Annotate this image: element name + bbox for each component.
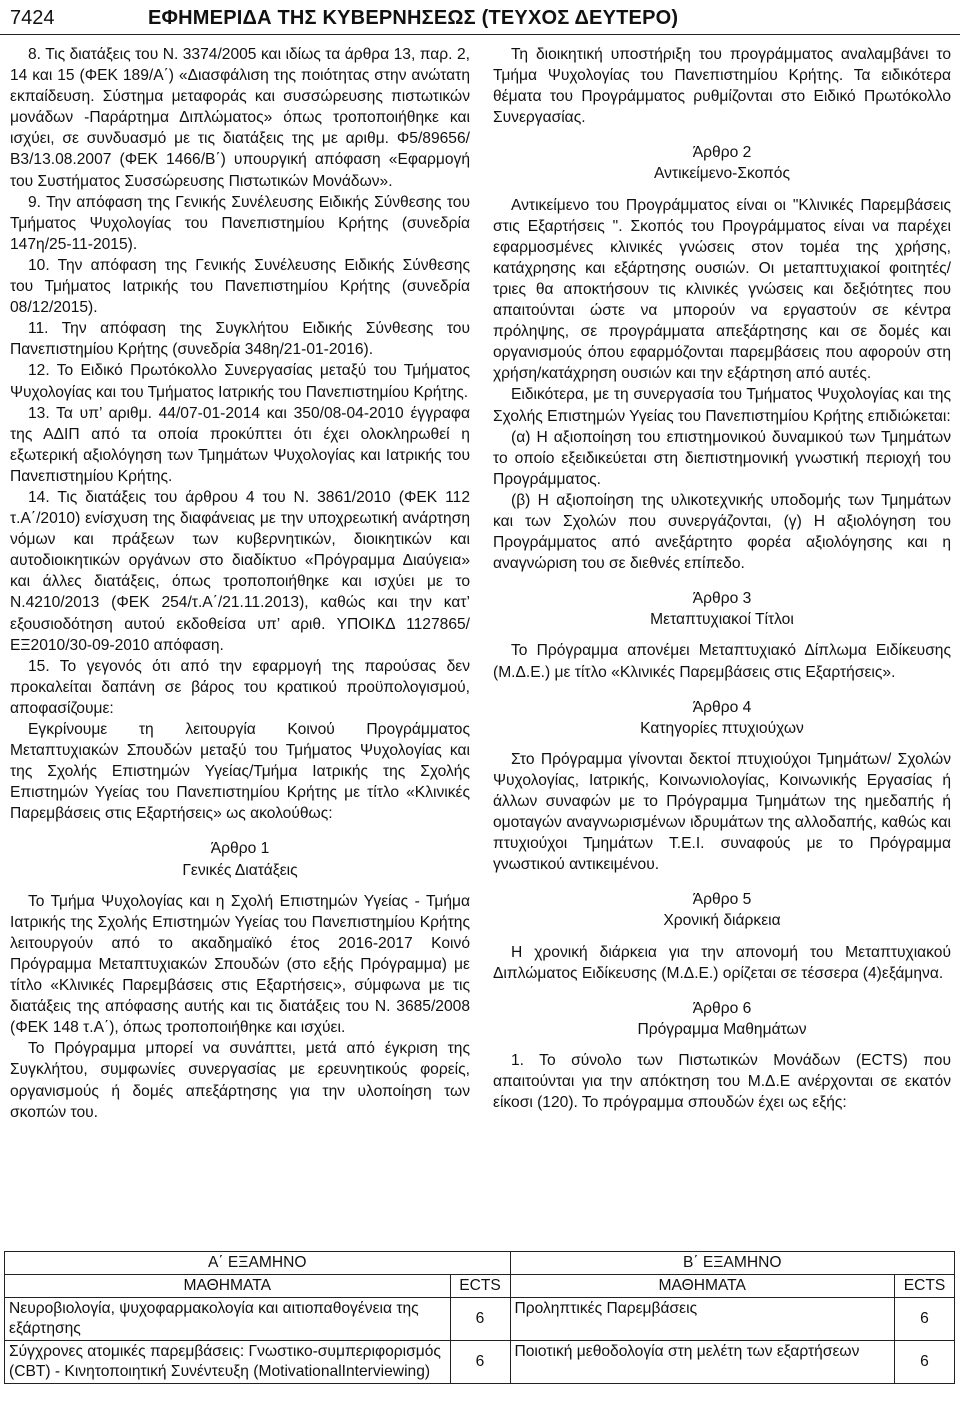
article-2-paragraph-2: Ειδικότερα, με τη συνεργασία του Τμήματος Ψυχολογίας και της Σχολής Επιστημών Υγείας του Πανεπιστημίου Κρήτης επιδιώκεται: — [493, 386, 951, 425]
clause-12: 12. Το Ειδικό Πρωτόκολλο Συνεργασίας μεταξύ του Τμήματος Ψυχολογίας και του Τμήματος Ιατρικής του Πανεπιστημίου Κρήτης. — [10, 362, 470, 401]
semester-a-course: Νευροβιολογία, ψυχοφαρμακολογία και αιτιοπαθογένεια της εξάρτησης — [5, 1298, 451, 1341]
left-column — [10, 44, 470, 1123]
gazette-title: ΕΦΗΜΕΡΙΔΑ ΤΗΣ ΚΥΒΕΡΝΗΣΕΩΣ (ΤΕΥΧΟΣ ΔΕΥΤΕΡΟ) — [148, 6, 679, 29]
semester-b-course: Προληπτικές Παρεμβάσεις — [510, 1298, 894, 1341]
article-1-paragraph-2: Το Πρόγραμμα μπορεί να συνάπτει, μετά από έγκριση της Συγκλήτου, συμφωνίες συνεργασίας με ερευνητικούς φορείς, οργανισμούς ή δομές απεξάρτησης για την υλοποίηση των σκοπών του. — [10, 1040, 470, 1121]
article-6-paragraph-1: 1. Το σύνολο των Πιστωτικών Μονάδων (ECTS) που απαιτούνται για την απόκτηση του Μ.Δ.Ε ανέρχονται σε εκατόν είκοσι (120). Το πρόγραμμα σπουδών έχει ως εξής: — [493, 1051, 951, 1112]
column-header-row — [5, 1275, 955, 1298]
article-4-title: Κατηγορίες πτυχιούχων — [640, 719, 804, 737]
semester-b-courses-header: ΜΑΘΗΜΑΤΑ — [510, 1275, 894, 1298]
page-header — [10, 4, 950, 32]
clause-13: 13. Τα υπ’ αριθμ. 44/07-01-2014 και 350/08-04-2010 έγγραφα της ΑΔΙΠ από τα οποία προκύπτει ότι έχει ολοκληρωθεί η εξωτερική αξιολόγηση των Τμημάτων Ψυχολογίας και Ιατρικής του Πανεπιστημίου Κρήτης. — [10, 404, 470, 485]
article-5-title: Χρονική διάρκεια — [663, 912, 781, 930]
article-4-paragraph-1: Στο Πρόγραμμα γίνονται δεκτοί πτυχιούχοι Τμημάτων/ Σχολών Ψυχολογίας, Ιατρικής, Κοινωνιολογίας, Κοινωνικής Εργασίας ή άλλων συναφών με το Πρόγραμμα Τμημάτων της ημεδαπής ή ομοταγών αναγνωρισμένων ιδρυμάτων της αλλοδαπής, καθώς και πτυχιούχοι Τμημάτων Τ.Ε.Ι. συναφούς με το Πρόγραμμα γνωστικού αντικειμένου. — [493, 750, 951, 874]
article-2-paragraph-1: Αντικείμενο του Προγράμματος είναι οι "Κλινικές Παρεμβάσεις στις Εξαρτήσεις ". Σκοπός του Προγράμματος είναι να παρέχει εφαρμοσμένες κλινικές γνώσεις στον τομέα της χρήσης, κατάχρησης και εξάρτησης ουσιών. Οι μεταπτυχιακοί φοιτητές/τριες θα αποκτήσουν τις κλινικές γνώσεις και δεξιότητες που απαιτούνται ώστε να μπορούν να εργαστούν σε κέντρα πρόληψης, σε προγράμματα απεξάρτησης και σε δομές και οργανισμούς όπου εφαρμόζονται παρεμβάσεις που αφορούν στη χρήση/κατάχρηση ουσιών και την εξάρτηση από αυτές. — [493, 196, 951, 383]
article-3-title: Μεταπτυχιακοί Τίτλοι — [650, 611, 794, 629]
article-5-paragraph-1: Η χρονική διάρκεια για την απονομή του Μεταπτυχιακού Διπλώματος Ειδίκευσης (Μ.Δ.Ε.) ορίζεται σε τέσσερα (4)εξάμηνα. — [493, 943, 951, 982]
semester-a-ects: 6 — [450, 1298, 510, 1341]
clause-8: 8. Τις διατάξεις του Ν. 3374/2005 και ιδίως τα άρθρα 13, παρ. 2, 14 και 15 (ΦΕΚ 189/Α΄) «Διασφάλιση της ποιότητας στην ανώτατη εκπαίδευση. Σύστημα μεταφοράς και συσσώρευσης πιστωτικών μονάδων -Παράρτημα Διπλώματος» όπως τροποποιήθηκε και ισχύει, σε συνδυασμό με τις διατάξεις της με αριθμ. Φ5/89656/Β3/13.08.2007 (ΦΕΚ 1466/Β΄) υπουργική απόφαση «Εφαρμογή του Συστήματος Συσσώρευσης Πιστωτικών Μονάδων». — [10, 46, 470, 190]
semester-a-ects-header: ECTS — [450, 1275, 510, 1298]
semester-a-course: Σύγχρονες ατομικές παρεμβάσεις: Γνωστικο-συμπεριφορισμός (CBT) - Κινητοποιητική Συνέντευξη (MotivationalInterviewing) — [5, 1341, 451, 1384]
article-3-paragraph-1: Το Πρόγραμμα απονέμει Μεταπτυχιακό Δίπλωμα Ειδίκευσης (Μ.Δ.Ε.) με τίτλο «Κλινικές Παρεμβάσεις στις Εξαρτήσεις». — [493, 642, 951, 681]
table-row — [5, 1298, 955, 1341]
clause-9: 9. Την απόφαση της Γενικής Συνέλευσης Ειδικής Σύνθεσης του Τμήματος Ψυχολογίας του Πανεπιστημίου Κρήτης (συνεδρία 147η/25-11-2015). — [10, 193, 470, 253]
article-6-title: Πρόγραμμα Μαθημάτων — [637, 1020, 807, 1038]
article-5-number: Άρθρο 5 — [692, 891, 752, 909]
page-number: 7424 — [10, 6, 55, 29]
semester-b-ects: 6 — [894, 1341, 954, 1384]
semester-a-ects: 6 — [450, 1341, 510, 1384]
article-2-paragraph-4: (β) Η αξιοποίηση της υλικοτεχνικής υποδομής των Τμημάτων και των Σχολών που συνεργάζονται, (γ) Η αξιολόγηση του Προγράμματος από ανεξάρτητο φορέα αξιολόγησης και η αναγνώριση του σε διεθνές επίπεδο. — [493, 491, 951, 573]
semester-a-header: Α΄ ΕΞΑΜΗΝΟ — [5, 1252, 511, 1275]
article-1-number: Άρθρο 1 — [210, 840, 270, 858]
semester-header-row — [5, 1252, 955, 1275]
semester-b-header: Β΄ ΕΞΑΜΗΝΟ — [510, 1252, 955, 1275]
article-1-title: Γενικές Διατάξεις — [182, 861, 298, 879]
article-2-paragraph-3: (α) Η αξιοποίηση του επιστημονικού δυναμικού των Τμημάτων το οποίο εξειδικεύεται στη διεπιστημονική γνωστική περιοχή του Προγράμματος. — [493, 428, 951, 488]
semester-a-courses-header: ΜΑΘΗΜΑΤΑ — [5, 1275, 451, 1298]
article-1-paragraph-1: Το Τμήμα Ψυχολογίας και η Σχολή Επιστημών Υγείας - Τμήμα Ιατρικής της Σχολής Επιστημών Υγείας του Πανεπιστημίου Κρήτης λειτουργούν από το ακαδημαϊκό έτος 2016-2017 Κοινό Πρόγραμμα Μεταπτυχιακών Σπουδών (στο εξής Πρόγραμμα) με τίτλο «Κλινικές Παρεμβάσεις στις Εξαρτήσεις», σύμφωνα με τις διατάξεις της απόφασης αυτής και τις διατάξεις του Ν. 3685/2008 (ΦΕΚ 148 τ.Α΄), όπως τροποποιήθηκε και ισχύει. — [10, 892, 470, 1037]
clause-10: 10. Την απόφαση της Γενικής Συνέλευσης Ειδικής Σύνθεσης του Τμήματος Ιατρικής του Πανεπιστημίου Κρήτης (συνεδρία 08/12/2015). — [10, 256, 470, 317]
article-2-number: Άρθρο 2 — [692, 144, 752, 162]
semester-b-course: Ποιοτική μεθοδολογία στη μελέτη των εξαρτήσεων — [510, 1341, 894, 1384]
semester-b-ects-header: ECTS — [894, 1275, 954, 1298]
decision-paragraph: Εγκρίνουμε τη λειτουργία Κοινού Προγράμματος Μεταπτυχιακών Σπουδών μεταξύ του Τμήματος Ψυχολογίας και της Σχολής Επιστημών Υγείας/Τμήμα Ιατρικής της Σχολής Επιστημών Υγείας του Πανεπιστημίου Κρήτης με τίτλο «Κλινικές Παρεμβάσεις στις Εξαρτήσεις» ως ακολούθως: — [10, 721, 470, 823]
article-3-number: Άρθρο 3 — [692, 590, 752, 608]
right-column — [493, 44, 951, 1113]
article-4-number: Άρθρο 4 — [692, 698, 752, 716]
clause-14: 14. Τις διατάξεις του άρθρου 4 του Ν. 3861/2010 (ΦΕΚ 112 τ.Α΄/2010) ενίσχυση της διαφάνειας με την υποχρεωτική ανάρτηση νόμων και πράξεων των κυβερνητικών, διοικητικών και αυτοδιοικητικών οργάνων στο διαδίκτυο «Πρόγραμμα Διαύγεια» και άλλες διατάξεις, όπως τροποποιήθηκε και ισχύει με το Ν.4210/2013 (ΦΕΚ 254/τ.Α΄/21.11.2013), καθώς και την κατ’ εξουσιοδότηση αυτού εκδοθείσα υπ’ αριθ. ΥΠΟΙΚΔ 1127865/ ΕΞ2010/30-09-2010 απόφαση. — [10, 488, 470, 654]
article-2-title: Αντικείμενο-Σκοπός — [654, 165, 790, 183]
clause-11: 11. Την απόφαση της Συγκλήτου Ειδικής Σύνθεσης του Πανεπιστημίου Κρήτης (συνεδρία 348η/21-01-2016). — [10, 320, 470, 359]
table-row — [5, 1341, 955, 1384]
article-6-number: Άρθρο 6 — [692, 999, 752, 1017]
admin-support-paragraph: Τη διοικητική υποστήριξη του προγράμματος αναλαμβάνει το Τμήμα Ψυχολογίας του Πανεπιστημίου Κρήτης. Τα ειδικότερα θέματα του Προγράμματος ρυθμίζονται στο Ειδικό Πρωτόκολλο Συνεργασίας. — [493, 46, 951, 127]
header-rule — [0, 34, 960, 35]
course-table — [4, 1251, 955, 1384]
clause-15: 15. Το γεγονός ότι από την εφαρμογή της παρούσας δεν προκαλείται δαπάνη σε βάρος του κρατικού προϋπολογισμού, αποφασίζουμε: — [10, 657, 470, 717]
semester-b-ects: 6 — [894, 1298, 954, 1341]
